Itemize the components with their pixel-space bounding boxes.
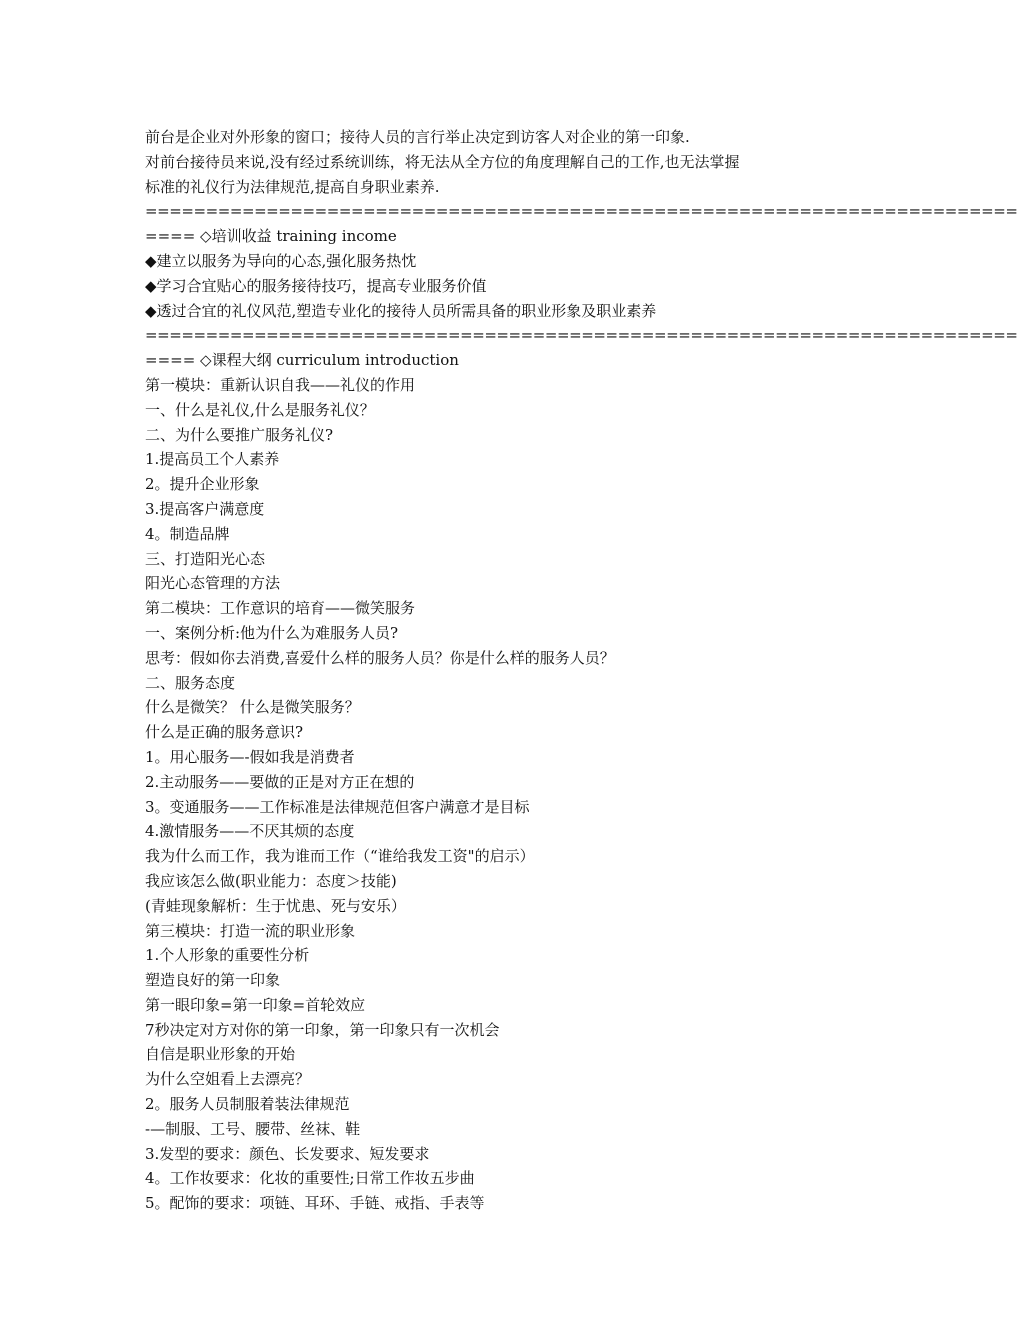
outline-line: 2。服务人员制服着装法律规范 [145, 1095, 350, 1114]
outline-line: 第三模块：打造一流的职业形象 [145, 921, 356, 940]
outline-line: 1。用心服务—-假如我是消费者 [145, 747, 355, 766]
outline-line: 第一眼印象=第一印象=首轮效应 [145, 995, 366, 1014]
outline-line: 第二模块：工作意识的培育——微笑服务 [145, 599, 416, 618]
separator-line: ======================================================================== [145, 202, 1018, 221]
outline-line: 4。制造品牌 [145, 524, 230, 543]
intro-line: 标准的礼仪行为法律规范,提高自身职业素养. [145, 177, 440, 196]
outline-line: 1.个人形象的重要性分析 [145, 946, 310, 965]
intro-line: 对前台接待员来说,没有经过系统训练，将无法从全方位的角度理解自己的工作,也无法掌握 [145, 152, 740, 171]
outline-line: 4.激情服务——不厌其烦的态度 [145, 822, 355, 841]
outline-line: 1.提高员工个人素养 [145, 450, 280, 469]
outline-line: 3.发型的要求：颜色、长发要求、短发要求 [145, 1144, 430, 1163]
outline-line: 3.提高客户满意度 [145, 499, 265, 518]
outline-line: 2.主动服务——要做的正是对方正在想的 [145, 772, 415, 791]
outline-line: 第一模块：重新认识自我——礼仪的作用 [145, 375, 416, 394]
benefit-item: ◆建立以服务为导向的心态,强化服务热忱 [145, 251, 417, 270]
separator-line: ======================================================================== [145, 326, 1018, 345]
outline-line: 三、打造阳光心态 [145, 549, 266, 568]
outline-line: 5。配饰的要求：项链、耳环、手链、戒指、手表等 [145, 1194, 485, 1213]
benefits-heading: ==== ◇培训收益 training income [145, 227, 397, 246]
outline-line: 我应该怎么做(职业能力：态度＞技能) [145, 871, 397, 890]
outline-line: 什么是微笑？ 什么是微笑服务？ [145, 698, 360, 717]
outline-line: -—制服、工号、腰带、丝袜、鞋 [145, 1119, 361, 1138]
outline-line: 我为什么而工作，我为谁而工作（“谁给我发工资"的启示） [145, 847, 535, 866]
outline-line: 二、服务态度 [145, 673, 236, 692]
document-body [145, 125, 1018, 1216]
outline-line: 2。提升企业形象 [145, 475, 260, 494]
outline-heading: ==== ◇课程大纲 curriculum introduction [145, 351, 459, 370]
outline-line: 3。变通服务——工作标准是法律规范但客户满意才是目标 [145, 797, 530, 816]
intro-line: 前台是企业对外形象的窗口；接待人员的言行举止决定到访客人对企业的第一印象. [145, 128, 690, 146]
outline-line: 思考：假如你去消费,喜爱什么样的服务人员？你是什么样的服务人员？ [145, 648, 615, 667]
benefit-item: ◆透过合宜的礼仪风范,塑造专业化的接待人员所需具备的职业形象及职业素养 [145, 301, 657, 320]
outline-line: 塑造良好的第一印象 [145, 971, 281, 990]
outline-line: 自信是职业形象的开始 [145, 1045, 296, 1064]
outline-line: 一、什么是礼仪,什么是服务礼仪？ [145, 400, 375, 419]
outline-line: 4。工作妆要求：化妆的重要性;日常工作妆五步曲 [145, 1169, 475, 1188]
outline-line: 一、案例分析:他为什么为难服务人员? [145, 623, 399, 642]
outline-line: 什么是正确的服务意识? [145, 723, 304, 742]
outline-line: 7秒决定对方对你的第一印象，第一印象只有一次机会 [145, 1020, 500, 1039]
benefit-item: ◆学习合宜贴心的服务接待技巧，提高专业服务价值 [145, 276, 487, 295]
outline-line: (青蛙现象解析：生于忧患、死与安乐） [145, 896, 406, 915]
outline-line: 二、为什么要推广服务礼仪? [145, 425, 334, 444]
outline-line: 阳光心态管理的方法 [145, 574, 281, 593]
outline-line: 为什么空姐看上去漂亮？ [145, 1070, 311, 1089]
